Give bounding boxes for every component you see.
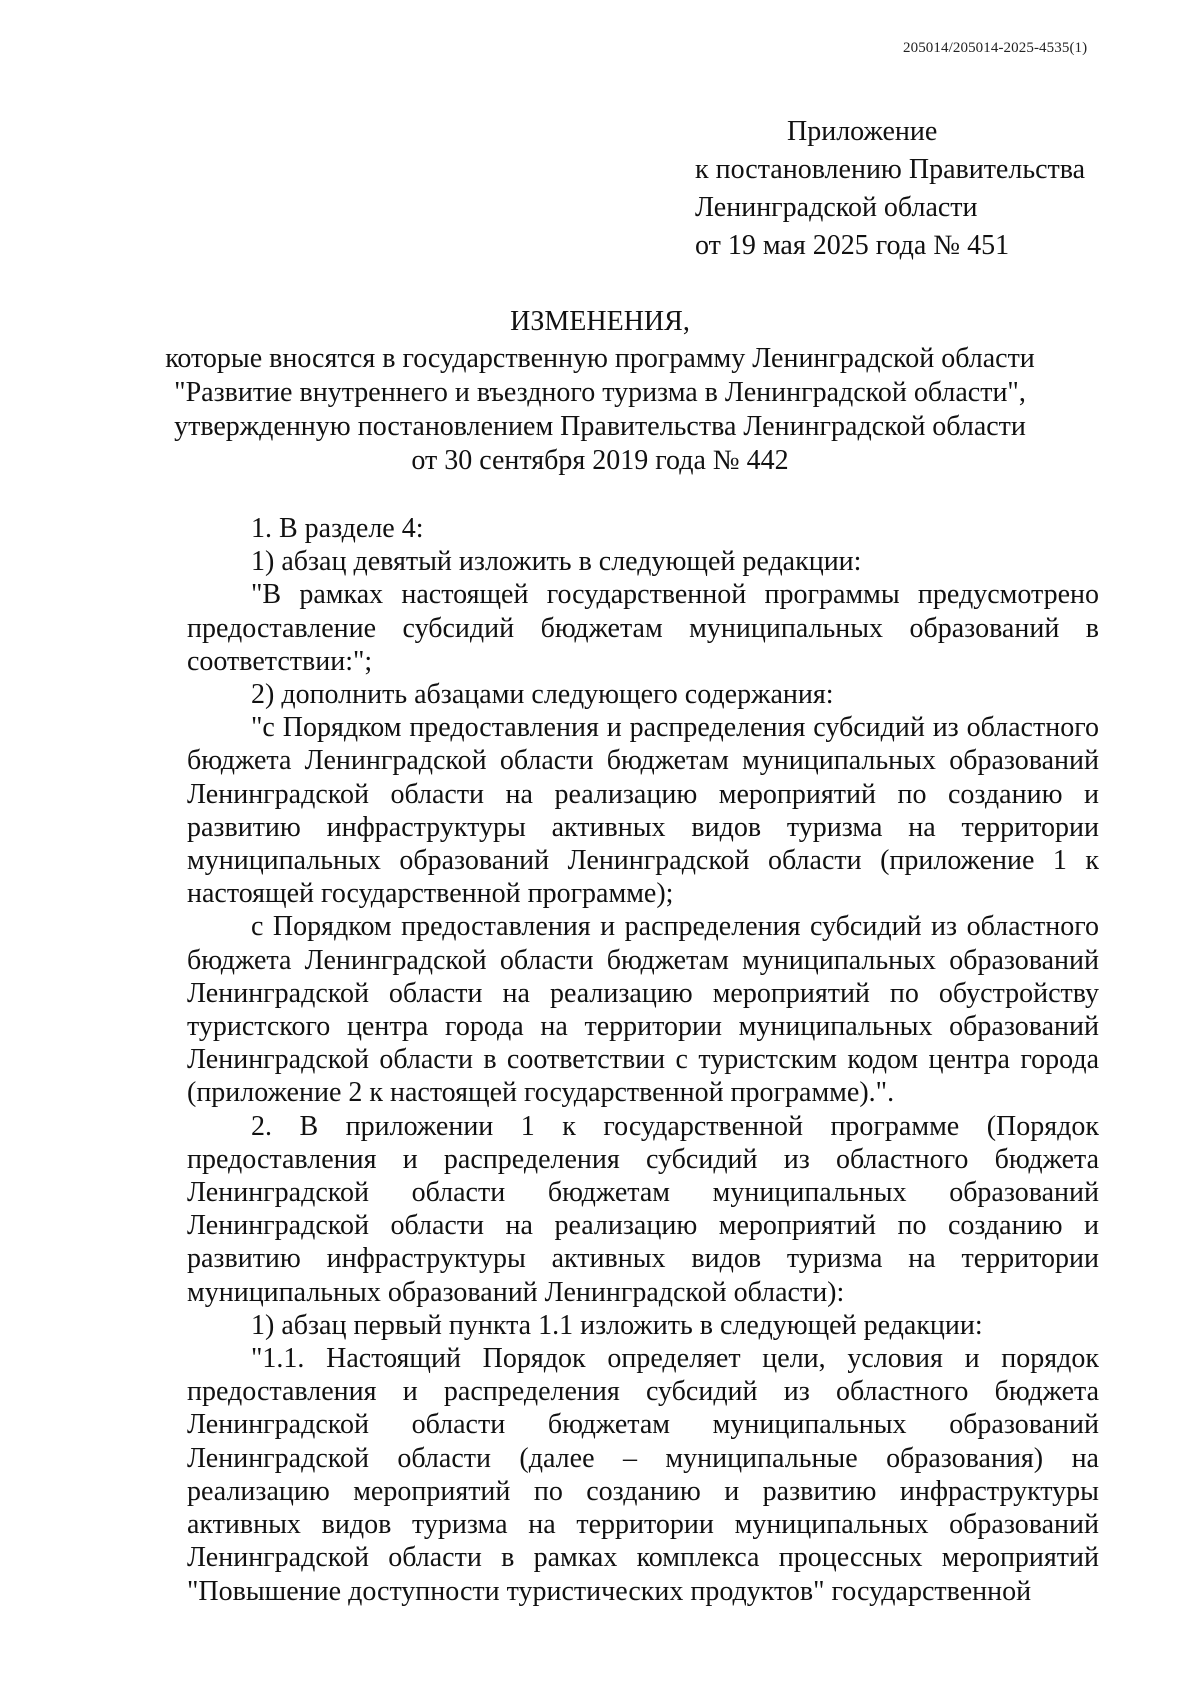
document-registration-number: 205014/205014-2025-4535(1) [903, 40, 1088, 56]
body-paragraph: "1.1. Настоящий Порядок определяет цели, условия и порядок предоставления и распределения субсидий из областного бюджета Ленинградской области бюджетам муниципальных образований Ленинградской области (далее – муниципальные образования) на реализацию мероприятий по созданию и развитию инфраструктуры активных видов туризма на территории муниципальных образований Ленинградской области в рамках комплекса процессных мероприятий "Повышение доступности туристических продуктов" государственной [187, 1343, 1099, 1607]
document-subtitle-line-1: которые вносятся в государственную программу Ленинградской области [165, 343, 1035, 374]
body-paragraph: "с Порядком предоставления и распределения субсидий из областного бюджета Ленинградской области бюджетам муниципальных образований Ленинградской области на реализацию мероприятий по созданию и развитию инфраструктуры активных видов туризма на территории муниципальных образований Ленинградской области (приложение 1 к настоящей государственной программе); [187, 712, 1099, 910]
appendix-date: от 19 мая 2025 года № 451 [695, 230, 1010, 261]
document-subtitle-line-3: утвержденную постановлением Правительства Ленинградской области [174, 411, 1026, 442]
document-subtitle-line-4: от 30 сентября 2019 года № 442 [411, 445, 789, 476]
appendix-label: Приложение [787, 116, 938, 147]
body-paragraph: 1. В разделе 4: [251, 513, 424, 544]
appendix-region: Ленинградской области [695, 192, 978, 223]
document-title-block [0, 305, 1200, 478]
body-paragraph: 2. В приложении 1 к государственной программе (Порядок предоставления и распределения субсидий из областного бюджета Ленинградской области бюджетам муниципальных образований Ленинградской области на реализацию мероприятий по созданию и развитию инфраструктуры активных видов туризма на территории муниципальных образований Ленинградской области): [187, 1110, 1099, 1308]
appendix-resolution-ref: к постановлению Правительства [695, 154, 1086, 185]
body-paragraph: 2) дополнить абзацами следующего содержания: [251, 679, 834, 711]
body-paragraph: 1) абзац первый пункта 1.1 изложить в следующей редакции: [251, 1309, 983, 1341]
body-paragraph: 1) абзац девятый изложить в следующей редакции: [251, 546, 862, 578]
document-body [187, 512, 1099, 1608]
document-title: ИЗМЕНЕНИЯ, [510, 306, 690, 337]
appendix-header [695, 113, 1085, 265]
body-paragraph: с Порядком предоставления и распределения субсидий из областного бюджета Ленинградской области бюджетам муниципальных образований Ленинградской области на реализацию мероприятий по обустройству туристского центра города на территории муниципальных образований Ленинградской области в соответствии с туристским кодом центра города (приложение 2 к настоящей государственной программе).". [187, 911, 1099, 1109]
document-subtitle-line-2: "Развитие внутреннего и въездного туризма в Ленинградской области", [174, 377, 1026, 408]
body-paragraph: "В рамках настоящей государственной программы предусмотрено предоставление субсидий бюджетам муниципальных образований в соответствии:"; [187, 579, 1099, 677]
